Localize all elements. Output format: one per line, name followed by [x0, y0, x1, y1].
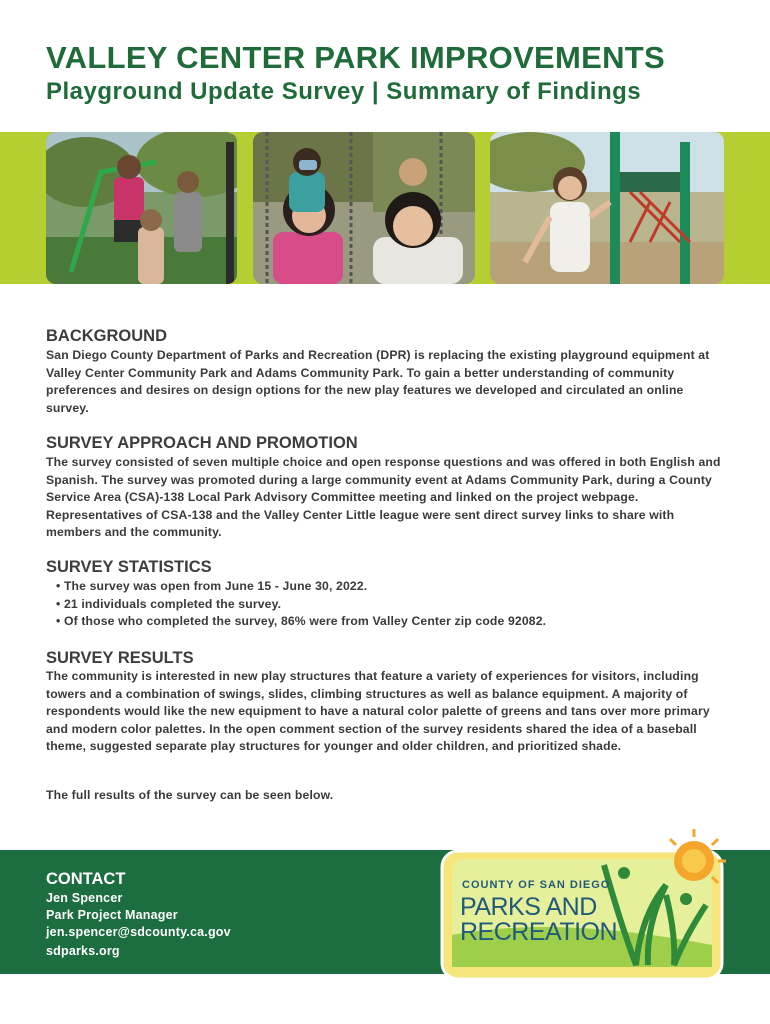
approach-heading: SURVEY APPROACH AND PROMOTION [46, 434, 358, 452]
results-text: The community is interested in new play structures that feature a variety of experiences for visitors, including towers and a combination of swings, slides, climbing structures as well as balance equipment. A majority of respondents would like the new equipment to have a natural color palette of greens and tans over more primary and modern color palettes. In the open comment section of the survey residents shared the idea of a baseball theme, suggested separate play structures for younger and older children, and prioritized shade. [46, 669, 710, 753]
logo-county-text: COUNTY OF SAN DIEGO [462, 879, 611, 891]
statistics-heading: SURVEY STATISTICS [46, 558, 212, 576]
contact-website[interactable]: sdparks.org [46, 944, 120, 958]
page-title: VALLEY CENTER PARK IMPROVEMENTS [46, 40, 666, 75]
page-subtitle: Playground Update Survey | Summary of Findings [46, 78, 642, 105]
statistics-item: • 21 individuals completed the survey. [56, 596, 282, 611]
photo-children-climbing-rings [46, 132, 237, 284]
photo-girl-at-playground [490, 132, 724, 284]
contact-email[interactable]: jen.spencer@sdcounty.ca.gov [46, 925, 231, 939]
contact-name: Jen Spencer [46, 891, 123, 905]
background-heading: BACKGROUND [46, 327, 167, 345]
logo-recreation-text: RECREATION [460, 918, 618, 946]
approach-text: The survey consisted of seven multiple choice and open response questions and was offered in both English and Spanish. The survey was promoted during a large community event at Adams Community Park, during a County Service Area (CSA)-138 Local Park Advisory Committee meeting and linked on the project webpage. Representatives of CSA-138 and the Valley Center Little league were sent direct survey links to share with members and the community. [46, 455, 721, 539]
statistics-item: • The survey was open from June 15 - June 30, 2022. [56, 579, 368, 593]
statistics-item: • Of those who completed the survey, 86% were from Valley Center zip code 92082. [56, 614, 547, 628]
results-note: The full results of the survey can be seen below. [46, 788, 334, 802]
results-heading: SURVEY RESULTS [46, 649, 194, 667]
statistics-list [56, 578, 546, 631]
contact-role: Park Project Manager [46, 908, 178, 922]
photo-children-on-swings [253, 132, 475, 284]
contact-heading: CONTACT [46, 870, 126, 888]
logo-parks-text: PARKS AND [460, 893, 597, 921]
background-text: San Diego County Department of Parks and Recreation (DPR) is replacing the existing playground equipment at Valley Center Community Park and Adams Community Park. To gain a better understanding of community preferences and desires on design options for the new play features we developed and circulated an online survey. [46, 348, 710, 415]
